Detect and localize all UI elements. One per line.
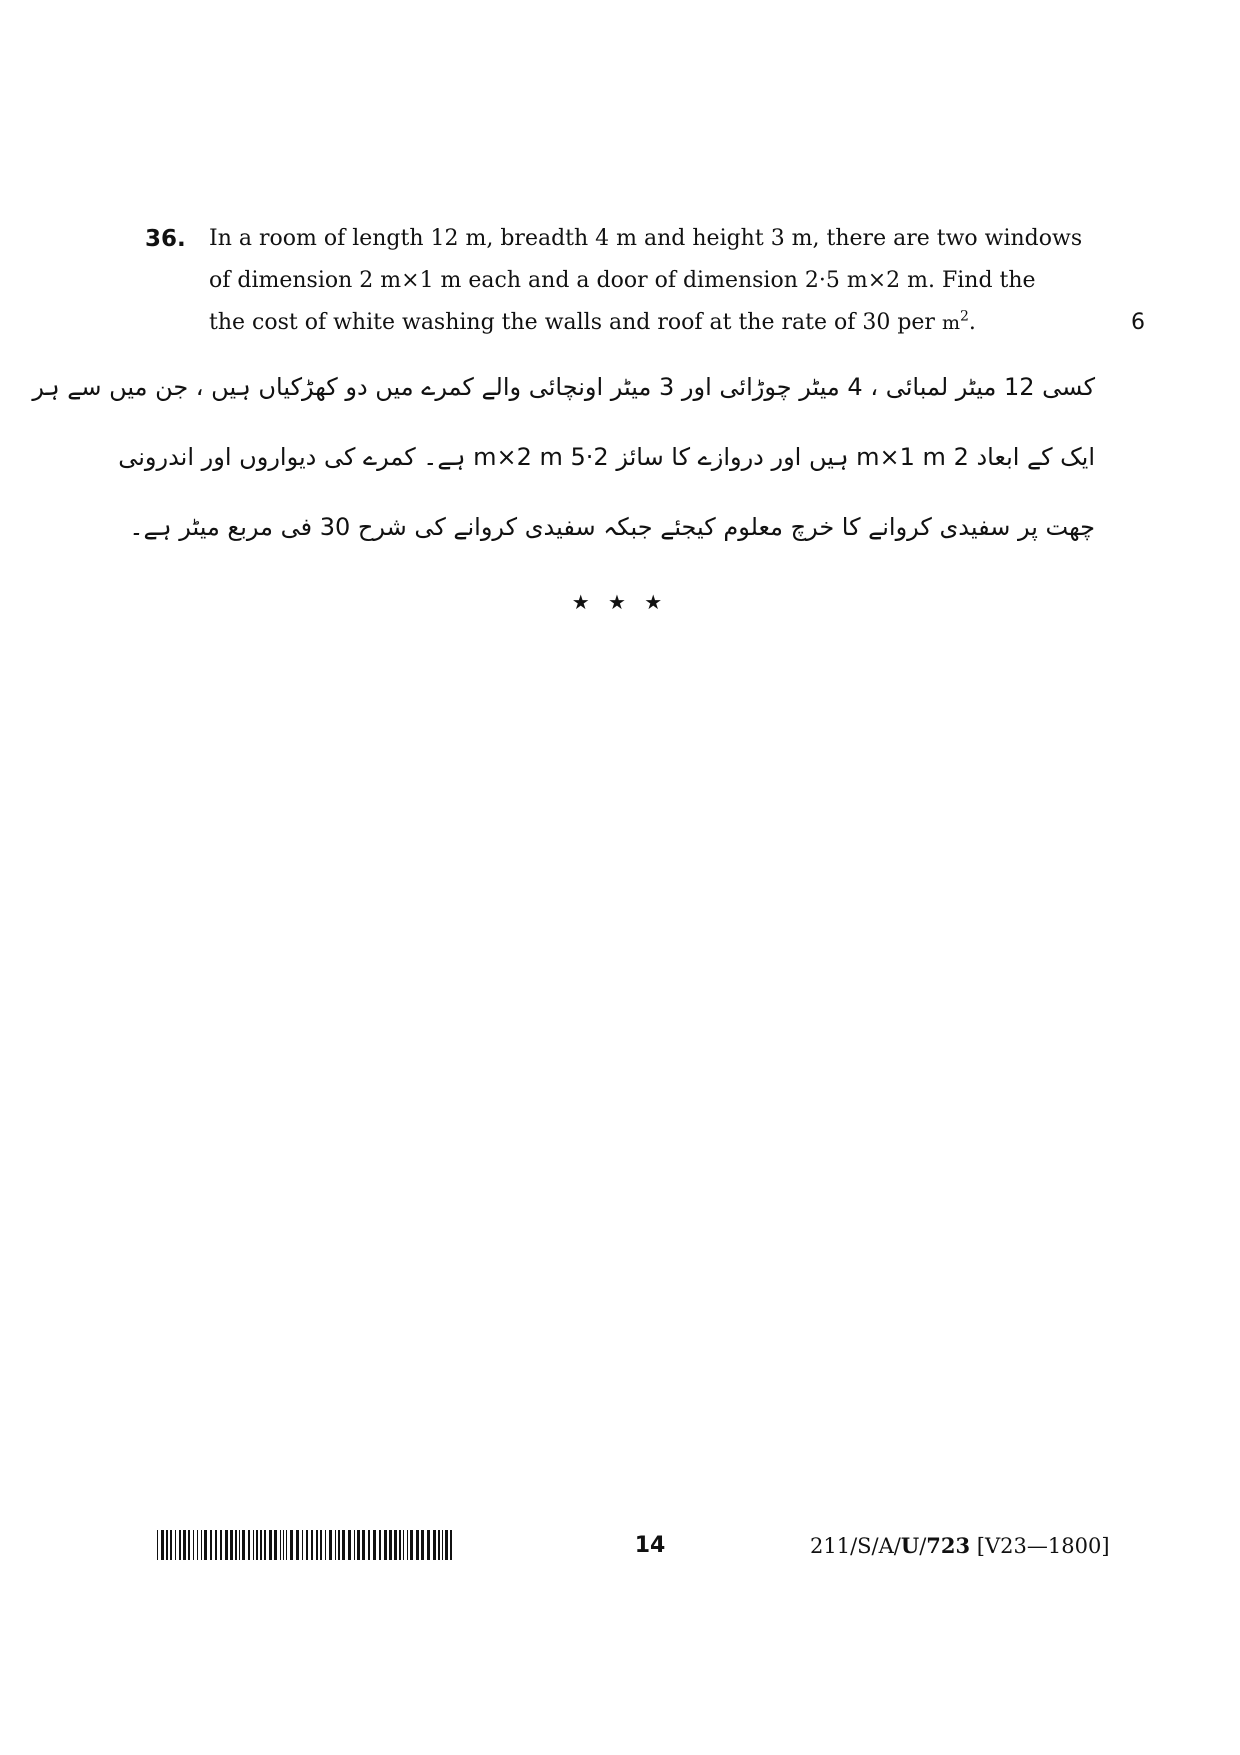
paper-code-number: 723 — [926, 1533, 971, 1558]
unit-exponent: 2 — [959, 308, 969, 325]
barcode-bar — [357, 1530, 360, 1560]
barcode-bar — [230, 1530, 233, 1560]
barcode-bar — [225, 1530, 228, 1560]
barcode-bar — [384, 1530, 387, 1560]
question-line-2: of dimension 2 m×1 m each and a door of dimension 2·5 m×2 m. Find the — [209, 268, 1036, 293]
barcode-bar — [410, 1530, 413, 1560]
barcode-bar — [373, 1530, 376, 1560]
page-number: 14 — [634, 1533, 666, 1558]
barcode-bar — [239, 1530, 240, 1560]
question-number: 36. — [145, 226, 186, 252]
barcode-bar — [306, 1530, 308, 1560]
barcode-bar — [157, 1530, 158, 1560]
paper-code-sep: / — [919, 1534, 927, 1558]
barcode-bar — [450, 1530, 452, 1560]
barcode-bar — [442, 1530, 443, 1560]
barcode-bar — [399, 1530, 401, 1560]
barcode-bar — [403, 1530, 404, 1560]
barcode-bar — [348, 1530, 351, 1560]
barcode-bar — [296, 1530, 299, 1560]
barcode-bar — [166, 1530, 168, 1560]
barcode-bar — [316, 1530, 318, 1560]
barcode-bar — [256, 1530, 258, 1560]
barcode-bar — [342, 1530, 345, 1560]
barcode-bar — [264, 1530, 266, 1560]
barcode-bar — [320, 1530, 322, 1560]
barcode-bar — [335, 1530, 336, 1560]
barcode-bar — [438, 1530, 440, 1560]
question-line-3 — [209, 302, 1099, 344]
paper-code-series: U — [900, 1533, 920, 1558]
urdu-line-1: کسی 12 میٹر لمبائی ، 4 میٹر چوڑائی اور 3 میٹر اونچائی والے کمرے میں دو کھڑکیاں ہیں ، جن میں سے ہر — [32, 373, 1095, 401]
barcode-bar — [394, 1530, 397, 1560]
barcode-bar — [379, 1530, 381, 1560]
barcode-bar — [283, 1530, 284, 1560]
barcode-bar — [311, 1530, 313, 1560]
barcode-bar — [201, 1530, 202, 1560]
barcode-bar — [427, 1530, 430, 1560]
barcode-bar — [445, 1530, 448, 1560]
barcode-bar — [204, 1530, 207, 1560]
barcode-bar — [368, 1530, 370, 1560]
paper-code — [810, 1526, 1110, 1566]
urdu-line-2: ایک کے ابعاد 2 m×1 m ہیں اور دروازے کا سائز 2·5 m×2 m ہے۔ کمرے کی دیواروں اور اندرونی — [118, 443, 1095, 471]
end-separator: ★ ★ ★ — [571, 590, 669, 614]
barcode-bar — [286, 1530, 287, 1560]
barcode-bar — [338, 1530, 340, 1560]
barcode-bar — [193, 1530, 194, 1560]
barcode-bar — [290, 1530, 293, 1560]
barcode-bar — [260, 1530, 262, 1560]
barcode-bar — [242, 1530, 245, 1560]
paper-code-suffix: [V23—1800] — [970, 1534, 1110, 1558]
barcode-bar — [280, 1530, 281, 1560]
barcode-bar — [302, 1530, 303, 1560]
barcode-bar — [179, 1530, 181, 1560]
unit: m — [941, 312, 960, 334]
barcode-bar — [354, 1530, 355, 1560]
barcode-bar — [407, 1530, 408, 1560]
question-marks: 6 — [1131, 310, 1145, 335]
barcode-bar — [175, 1530, 176, 1560]
barcode-bar — [362, 1530, 365, 1560]
barcode-bar — [188, 1530, 190, 1560]
question-text-urdu — [32, 362, 1095, 572]
barcode-bar — [170, 1530, 172, 1560]
barcode-bar — [389, 1530, 392, 1560]
page-footer — [0, 1526, 1240, 1566]
barcode-bar — [197, 1530, 198, 1560]
barcode-bar — [269, 1530, 272, 1560]
barcode-bar — [210, 1530, 212, 1560]
barcode-bar — [248, 1530, 250, 1560]
barcode-bar — [325, 1530, 326, 1560]
barcode-bar — [274, 1530, 277, 1560]
barcode-bar — [421, 1530, 424, 1560]
barcode-bar — [215, 1530, 217, 1560]
barcode-bar — [329, 1530, 332, 1560]
barcode-bar — [433, 1530, 436, 1560]
barcode-icon — [157, 1530, 453, 1560]
barcode-bar — [235, 1530, 237, 1560]
urdu-line-3: چھت پر سفیدی کروانے کا خرچ معلوم کیجئے جبکہ سفیدی کروانے کی شرح 30 فی مربع میٹر ہے۔ — [129, 513, 1095, 541]
question-line-3-text: the cost of white washing the walls and roof at the rate of 30 per — [209, 310, 942, 335]
paper-code-prefix: 211/S/A/ — [810, 1534, 901, 1558]
question-line-1: In a room of length 12 m, breadth 4 m and height 3 m, there are two windows — [209, 226, 1083, 251]
barcode-bar — [253, 1530, 254, 1560]
question-text-english — [209, 218, 1099, 344]
barcode-bar — [161, 1530, 164, 1560]
barcode-bar — [183, 1530, 186, 1560]
end-punct: . — [968, 310, 976, 335]
barcode-bar — [416, 1530, 419, 1560]
barcode-bar — [220, 1530, 222, 1560]
